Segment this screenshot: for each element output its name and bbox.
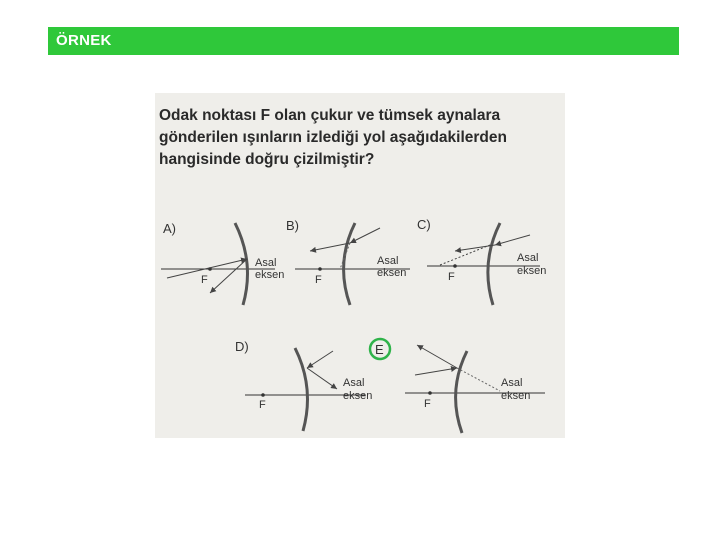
incident-ray — [350, 228, 380, 243]
focus-label: F — [448, 271, 455, 283]
focus-label: F — [201, 274, 208, 286]
focus-point — [261, 393, 265, 397]
convex-mirror — [456, 351, 467, 433]
focus-label: F — [424, 398, 431, 410]
incident-ray — [307, 351, 333, 368]
banner-title: ÖRNEK — [56, 32, 112, 49]
option-a-diagram — [161, 221, 284, 305]
axis-label-eksen: eksen — [377, 267, 407, 279]
convex-mirror — [344, 223, 355, 305]
option-a-label: A) — [163, 221, 176, 236]
focus-label: F — [315, 274, 322, 286]
axis-label-asal: Asal — [517, 252, 539, 264]
axis-label-eksen: eksen — [255, 269, 285, 281]
question-image — [155, 93, 565, 438]
axis-label-asal: Asal — [377, 255, 399, 267]
convex-mirror — [488, 223, 500, 305]
option-e-diagram — [370, 339, 545, 433]
focus-point — [318, 267, 322, 271]
axis-label-asal: Asal — [255, 257, 277, 269]
option-e-label: E — [375, 342, 384, 357]
axis-label-eksen: eksen — [343, 390, 373, 402]
axis-label-asal: Asal — [343, 377, 365, 389]
incident-ray — [495, 235, 530, 245]
reflected-ray — [310, 243, 350, 251]
option-b-diagram — [286, 218, 410, 305]
focus-label: F — [259, 399, 266, 411]
option-d-diagram — [235, 339, 372, 431]
question-text: Odak noktası F olan çukur ve tümsek aynalara gönderilen ışınların izlediği yol aşağıdakilerden hangisinde doğru çizilmiştir? — [159, 107, 507, 168]
focus-point — [428, 391, 432, 395]
option-c-label: C) — [417, 217, 431, 232]
option-d-label: D) — [235, 339, 249, 354]
axis-label-eksen: eksen — [501, 390, 531, 402]
concave-mirror — [295, 348, 308, 431]
dashed-extension — [440, 245, 490, 265]
focus-point — [453, 264, 457, 268]
example-banner — [48, 27, 679, 55]
dashed-extension — [457, 368, 500, 391]
axis-label-eksen: eksen — [517, 265, 547, 277]
option-c-diagram — [417, 217, 546, 305]
axis-label-asal: Asal — [501, 377, 523, 389]
reflected-ray — [417, 345, 457, 368]
option-b-label: B) — [286, 218, 299, 233]
incident-ray — [415, 368, 457, 375]
reflected-ray — [307, 368, 337, 389]
mirror-diagrams — [155, 93, 565, 438]
reflected-ray — [210, 259, 247, 293]
